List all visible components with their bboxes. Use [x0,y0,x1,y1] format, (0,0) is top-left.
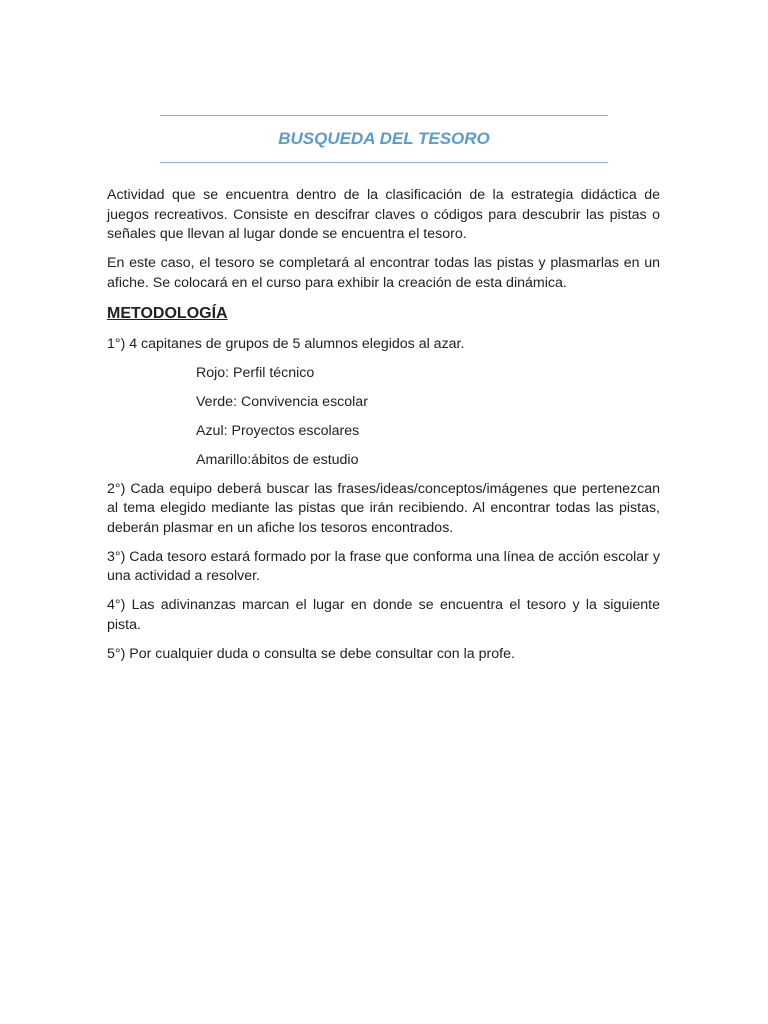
document-title: BUSQUEDA DEL TESORO [278,129,490,148]
group-amarillo: Amarillo:ábitos de estudio [196,451,359,468]
intro-paragraph-1: Actividad que se encuentra dentro de la clasificación de la estrategia didáctica de juegos recreativos. Consiste en descifrar claves o códigos para descubrir las pistas o señales que llevan al lugar donde se encuentra el tesoro. [107,187,660,242]
step-1: 1°) 4 capitanes de grupos de 5 alumnos elegidos al azar. [107,335,465,352]
title-top-rule [160,115,608,116]
group-rojo: Rojo: Perfil técnico [196,364,315,381]
step-4: 4°) Las adivinanzas marcan el lugar en donde se encuentra el tesoro y la siguiente pista. [107,597,660,633]
step-5: 5°) Por cualquier duda o consulta se debe consultar con la profe. [107,645,515,662]
group-azul: Azul: Proyectos escolares [196,422,360,439]
methodology-heading: METODOLOGÍA [107,304,228,322]
step-2: 2°) Cada equipo deberá buscar las frases/ideas/conceptos/imágenes que pertenezcan al tema elegido mediante las pistas que irán recibiendo. Al encontrar todas las pistas, deberán plasmar en un afiche los tesoros encontrados. [107,480,660,536]
step-3: 3°) Cada tesoro estará formado por la frase que conforma una línea de acción escolar y una actividad a resolver. [107,548,660,584]
group-verde: Verde: Convivencia escolar [196,393,368,410]
title-bottom-rule [160,162,608,163]
intro-paragraph-2: En este caso, el tesoro se completará al encontrar todas las pistas y plasmarlas en un afiche. Se colocará en el curso para exhibir la creación de esta dinámica. [107,255,660,291]
document-body [107,186,660,674]
